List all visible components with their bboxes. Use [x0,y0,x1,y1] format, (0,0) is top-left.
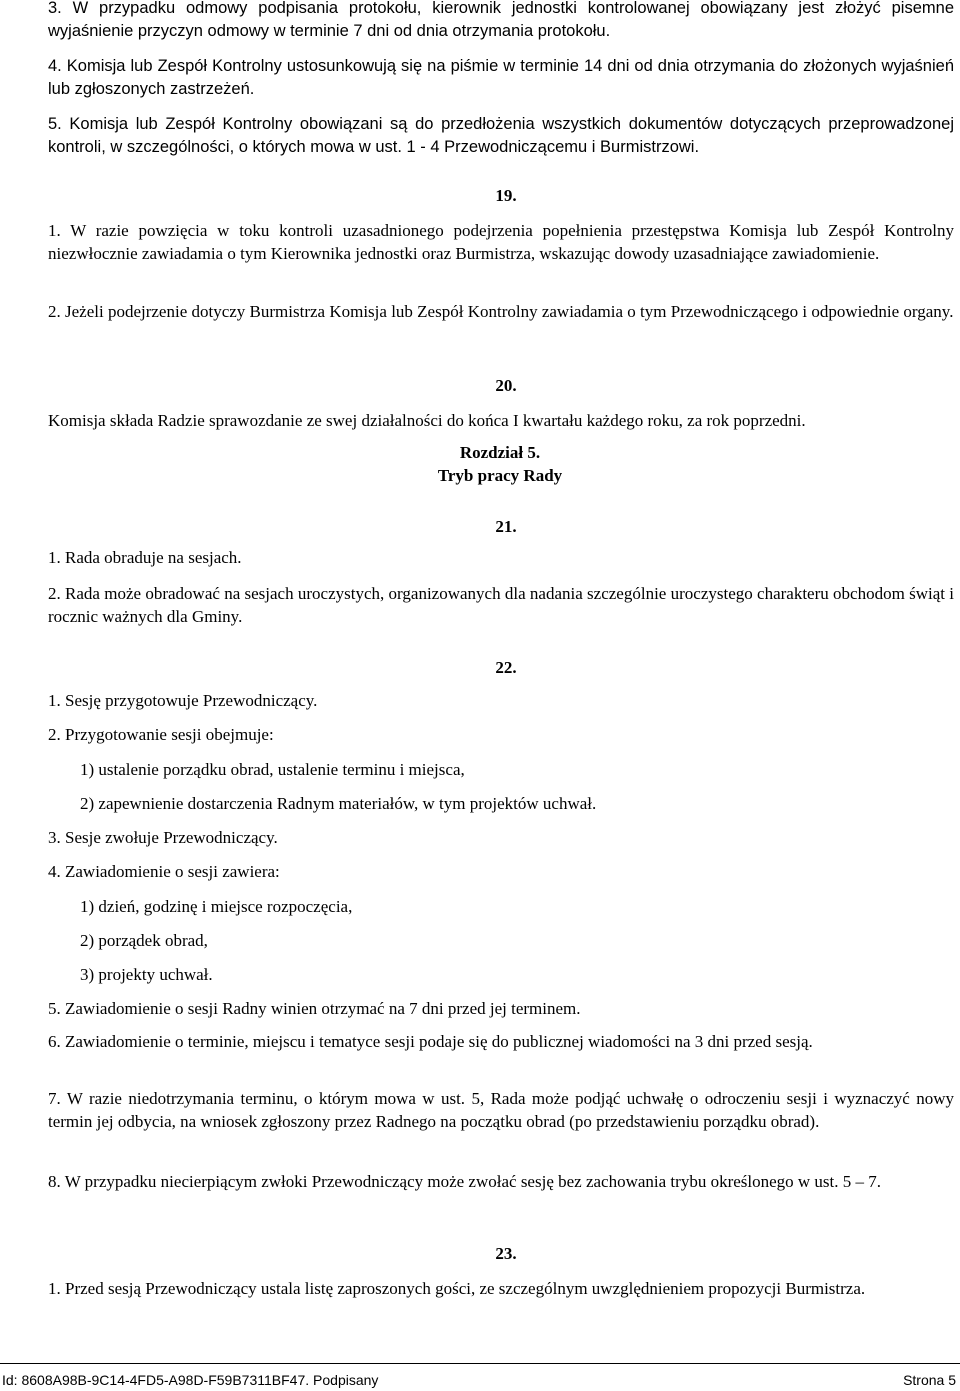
section-22-paragraph-3: 3. Sesje zwołuje Przewodniczący. [48,828,278,847]
section-22-paragraph-4-item-3: 3) projekty uchwał. [80,965,213,984]
chapter-label: Rozdział 5. [459,443,541,462]
section-21-paragraph-1: 1. Rada obraduje na sesjach. [48,548,242,567]
chapter-title: Tryb pracy Rady [437,466,563,485]
section-number-22: 22. [495,658,517,677]
section-22-paragraph-5: 5. Zawiadomienie o sesji Radny winien otrzymać na 7 dni przed jej terminem. [48,999,581,1018]
section-21-paragraph-2: 2. Rada może obradować na sesjach uroczystych, organizowanych dla nadania szczególnie uroczystego charakteru obchodom świąt i rocznic ważnych dla Gminy. [48,584,954,626]
section-22-paragraph-1: 1. Sesję przygotowuje Przewodniczący. [48,691,318,710]
footer-divider [0,1363,960,1364]
section-20-paragraph: Komisja składa Radzie sprawozdanie ze swej działalności do końca I kwartału każdego roku, za rok poprzedni. [48,411,806,430]
section-23-paragraph-1: 1. Przed sesją Przewodniczący ustala listę zaproszonych gości, ze szczególnym uwzględnieniem propozycji Burmistrza. [48,1279,866,1298]
paragraph-5: 5. Komisja lub Zespół Kontrolny obowiązani są do przedłożenia wszystkich dokumentów dotyczących przeprowadzonej kontroli, w szczególności, o których mowa w ust. 1 - 4 Przewodniczącemu i Burmistrzowi. [48,115,954,156]
section-number-20: 20. [495,376,517,395]
section-22-paragraph-2-item-2: 2) zapewnienie dostarczenia Radnym materiałów, w tym projektów uchwał. [80,794,597,813]
section-22-paragraph-6: 6. Zawiadomienie o terminie, miejscu i tematyce sesji podaje się do publicznej wiadomości na 3 dni przed sesją. [48,1032,813,1051]
paragraph-4: 4. Komisja lub Zespół Kontrolny ustosunkowują się na piśmie w terminie 14 dni od dnia otrzymania do złożonych wyjaśnień lub zgłoszonych zastrzeżeń. [48,57,954,98]
section-number-21: 21. [495,517,517,536]
section-22-paragraph-4: 4. Zawiadomienie o sesji zawiera: [48,862,280,881]
paragraph-3: 3. W przypadku odmowy podpisania protokołu, kierownik jednostki kontrolowanej obowiązany jest złożyć pisemne wyjaśnienie przyczyn odmowy w terminie 7 dni od dnia otrzymania protokołu. [48,0,954,40]
section-22-paragraph-7: 7. W razie niedotrzymania terminu, o którym mowa w ust. 5, Rada może podjąć uchwałę o odroczeniu sesji i wyznaczyć nowy termin jej odbycia, na wniosek zgłoszony przez Radnego na początku obrad (po przedstawieniu porządku obrad). [48,1089,954,1131]
section-22-paragraph-4-item-1: 1) dzień, godzinę i miejsce rozpoczęcia, [80,897,353,916]
section-22-paragraph-2: 2. Przygotowanie sesji obejmuje: [48,725,274,744]
section-22-paragraph-4-item-2: 2) porządek obrad, [80,931,208,950]
section-number-19: 19. [495,186,517,205]
footer-page-number: Strona 5 [903,1372,956,1388]
section-19-paragraph-1: 1. W razie powzięcia w toku kontroli uzasadnionego podejrzenia popełnienia przestępstwa Komisja lub Zespół Kontrolny niezwłocznie zawiadamia o tym Kierownika jednostki oraz Burmistrza, wskazując dowody uzasadniające zawiadomienie. [48,221,954,263]
section-19-paragraph-2: 2. Jeżeli podejrzenie dotyczy Burmistrza Komisja lub Zespół Kontrolny zawiadamia o tym Przewodniczącego i odpowiednie organy. [48,302,954,321]
footer-document-id: Id: 8608A98B-9C14-4FD5-A98D-F59B7311BF47. Podpisany [2,1372,379,1388]
section-22-paragraph-8: 8. W przypadku niecierpiącym zwłoki Przewodniczący może zwołać sesję bez zachowania trybu określonego w ust. 5 – 7. [48,1172,882,1191]
section-number-23: 23. [495,1244,517,1263]
section-22-paragraph-2-item-1: 1) ustalenie porządku obrad, ustalenie terminu i miejsca, [80,760,465,779]
